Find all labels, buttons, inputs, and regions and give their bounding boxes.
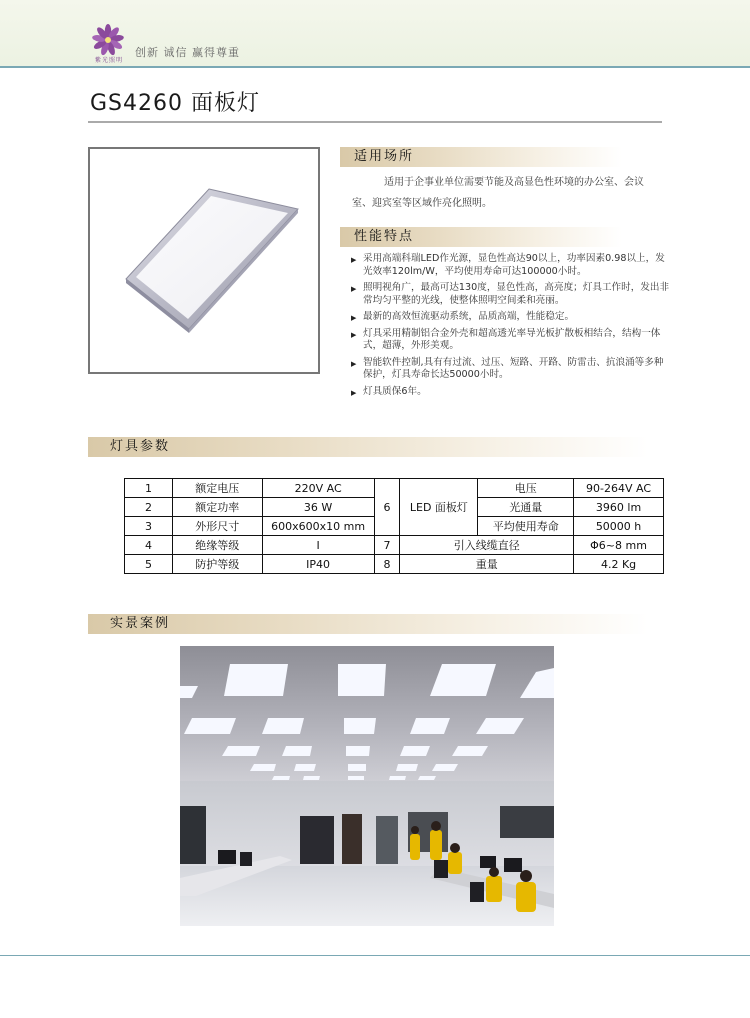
usage-heading: 适用场所 [340, 147, 622, 167]
feature-text: 最新的高效恒流驱动系统，品质高端，性能稳定。 [363, 311, 575, 322]
spec-no: 1 [125, 479, 173, 498]
spec-value: IP40 [262, 555, 374, 574]
spec-name: 额定功率 [172, 498, 262, 517]
spec-value: 3960 lm [574, 498, 664, 517]
spec-sub-name: 平均使用寿命 [478, 517, 574, 536]
control-room-photo [180, 646, 554, 926]
feature-text: 智能软件控制,具有有过流、过压、短路、开路、防雷击、抗浪涌等多种保护，灯具寿命长达50000小时。 [363, 356, 664, 380]
triangle-bullet-icon: ▶ [351, 256, 357, 264]
feature-text: 灯具采用精制铝合金外壳和超高透光率导光板扩散板相结合，结构一体式，超薄，外形美观。 [363, 327, 661, 351]
company-slogan: 创新 诚信 赢得尊重 [135, 46, 240, 59]
spec-value: 90-264V AC [574, 479, 664, 498]
spec-no: 7 [374, 536, 400, 555]
spec-name: 额定电压 [172, 479, 262, 498]
feature-item [350, 386, 672, 399]
logo-caption: 紫光照明 [94, 57, 123, 64]
feature-text: 灯具质保6年。 [363, 385, 427, 397]
title-rule [88, 121, 662, 123]
feature-item [350, 328, 672, 353]
triangle-bullet-icon: ▶ [351, 285, 357, 293]
led-panel-light-image [90, 149, 318, 372]
spec-name: 绝缘等级 [172, 536, 262, 555]
spec-sub-name: 光通量 [478, 498, 574, 517]
triangle-bullet-icon: ▶ [351, 314, 357, 322]
spec-name: LED 面板灯 [400, 479, 478, 536]
header-rule [0, 66, 750, 68]
spec-name: 外形尺寸 [172, 517, 262, 536]
table-row [125, 479, 664, 498]
feature-item [350, 357, 672, 382]
specs-heading: 灯具参数 [88, 437, 648, 457]
feature-item [350, 311, 672, 324]
usage-text: 适用于企事业单位需要节能及高显色性环境的办公室、会议室、迎宾室等区域作亮化照明。 [352, 177, 644, 209]
spec-value: I [262, 536, 374, 555]
spec-value: 36 W [262, 498, 374, 517]
table-row [125, 536, 664, 555]
page-title: GS4260 面板灯 [90, 91, 260, 116]
spec-value: 220V AC [262, 479, 374, 498]
spec-name: 引入线缆直径 [400, 536, 574, 555]
spec-sub-name: 电压 [478, 479, 574, 498]
spec-no: 6 [374, 479, 400, 536]
spec-value: 50000 h [574, 517, 664, 536]
features-heading: 性能特点 [340, 227, 622, 247]
triangle-bullet-icon: ▶ [351, 359, 357, 368]
features-list [350, 253, 672, 402]
footer-rule [0, 955, 750, 956]
spec-no: 3 [125, 517, 173, 536]
cases-heading: 实景案例 [88, 614, 648, 634]
spec-name: 防护等级 [172, 555, 262, 574]
triangle-bullet-icon: ▶ [351, 388, 357, 397]
feature-item [350, 282, 672, 307]
feature-text: 照明视角广，最高可达130度，显色性高，高亮度；灯具工作时，发出非常均匀平整的光线，使整体照明空间柔和亮丽。 [363, 282, 670, 306]
feature-item [350, 253, 672, 278]
spec-no: 4 [125, 536, 173, 555]
triangle-bullet-icon: ▶ [351, 330, 357, 339]
spec-no: 2 [125, 498, 173, 517]
spec-name: 重量 [400, 555, 574, 574]
spec-value: 600x600x10 mm [262, 517, 374, 536]
spec-value: Φ6~8 mm [574, 536, 664, 555]
specs-table [124, 478, 664, 574]
spec-no: 8 [374, 555, 400, 574]
product-image-frame [88, 147, 320, 374]
spec-no: 5 [125, 555, 173, 574]
table-row [125, 555, 664, 574]
feature-text: 采用高端科瑞LED作光源，显色性高达90以上，功率因素0.98以上，发光效率120lm/W，平均使用寿命可达100000小时。 [363, 253, 665, 277]
spec-value: 4.2 Kg [574, 555, 664, 574]
